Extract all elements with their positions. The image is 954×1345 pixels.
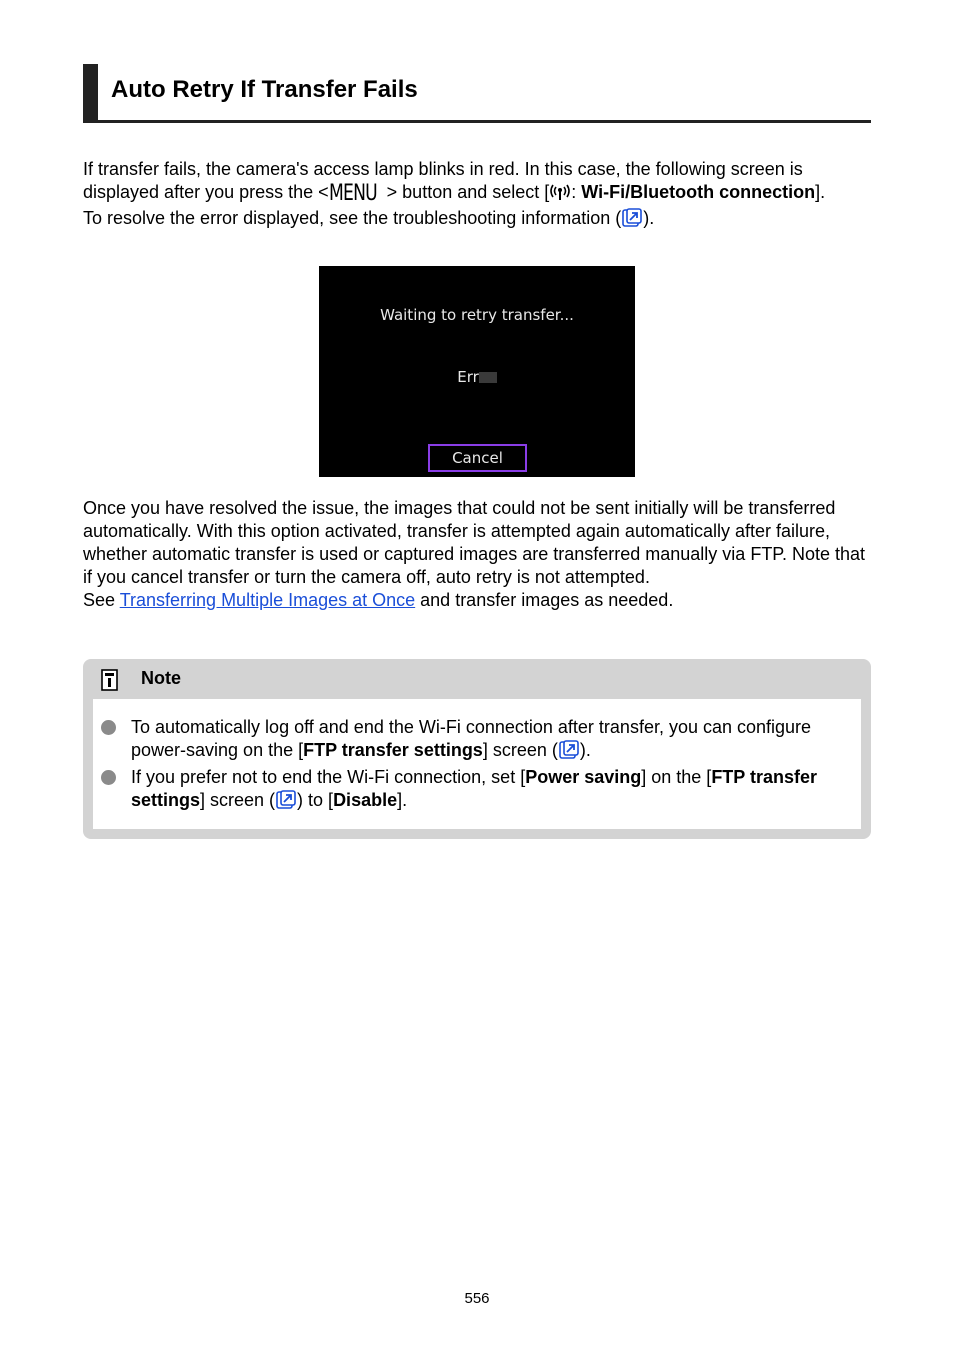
note-body <box>93 699 861 829</box>
intro-text-1: If transfer fails, the camera's access lamp blinks in red. In this case, the following screen is displayed after you press the < <box>83 159 803 202</box>
error-code-prefix: Err <box>457 368 479 386</box>
note-item-text: If you prefer not to end the Wi-Fi connection, set [ <box>131 767 526 787</box>
intro-paragraph <box>83 158 873 234</box>
page-number: 556 <box>464 1290 490 1307</box>
camera-cancel-button: Cancel <box>428 444 527 472</box>
note-item-text: ) to [ <box>297 790 334 810</box>
bullet-icon <box>101 770 116 785</box>
ftp-transfer-settings-label: FTP transfer settings <box>131 767 818 810</box>
menu-button-icon: MENU <box>328 181 377 206</box>
note-item-text: ). <box>579 740 591 760</box>
note-item-text: ]. <box>397 790 408 810</box>
body-text: Once you have resolved the issue, the images that could not be sent initially will be transferred automatically. With this option activated, transfer is attempted again automatically after failure, whether automatic transfer is used or captured images are transferred manually via FTP. Note that if you cancel transfer or turn the camera off, auto retry is not attempted. <box>83 498 866 587</box>
note-item-disable <box>93 766 831 816</box>
retry-message: Waiting to retry transfer... <box>380 306 574 324</box>
error-code <box>319 366 635 389</box>
note-header <box>83 659 871 699</box>
bullet-icon <box>101 720 116 735</box>
heading-bar <box>83 64 98 120</box>
see-suffix: and transfer images as needed. <box>415 590 674 610</box>
ftp-transfer-settings-label: FTP transfer settings <box>303 740 483 760</box>
intro-text-5: To resolve the error displayed, see the troubleshooting information ( <box>83 208 622 228</box>
note-box <box>83 659 871 839</box>
error-code-mask <box>479 372 497 383</box>
transferring-multiple-images-link[interactable]: Transferring Multiple Images at Once <box>119 590 416 610</box>
note-item-power-saving <box>93 716 831 766</box>
note-icon <box>100 668 120 698</box>
note-item-text: ] screen ( <box>200 790 276 810</box>
intro-text-3: : <box>571 182 582 202</box>
wireless-icon <box>549 183 571 207</box>
note-list <box>93 716 861 816</box>
power-saving-label: Power saving <box>525 767 642 787</box>
wifi-bluetooth-menu-item: Wi-Fi/Bluetooth connection <box>581 182 816 202</box>
camera-screen-image <box>319 266 635 477</box>
page-reference-icon[interactable] <box>622 208 642 234</box>
section-heading <box>83 64 871 123</box>
note-item-text: To automatically log off and end the Wi-Fi connection after transfer, you can configure power-saving on the [ <box>131 717 812 760</box>
see-prefix: See <box>83 590 120 610</box>
disable-label: Disable <box>333 790 398 810</box>
intro-text-2: > button and select [ <box>386 182 550 202</box>
body-paragraph <box>83 497 873 612</box>
note-item-text: ] on the [ <box>641 767 712 787</box>
page-reference-icon[interactable] <box>559 740 579 766</box>
intro-text-6: ). <box>643 208 655 228</box>
page-title: Auto Retry If Transfer Fails <box>111 76 418 103</box>
page-reference-icon[interactable] <box>276 790 296 816</box>
intro-text-4: ]. <box>815 182 826 202</box>
note-title: Note <box>141 668 181 688</box>
note-item-text: ] screen ( <box>482 740 558 760</box>
